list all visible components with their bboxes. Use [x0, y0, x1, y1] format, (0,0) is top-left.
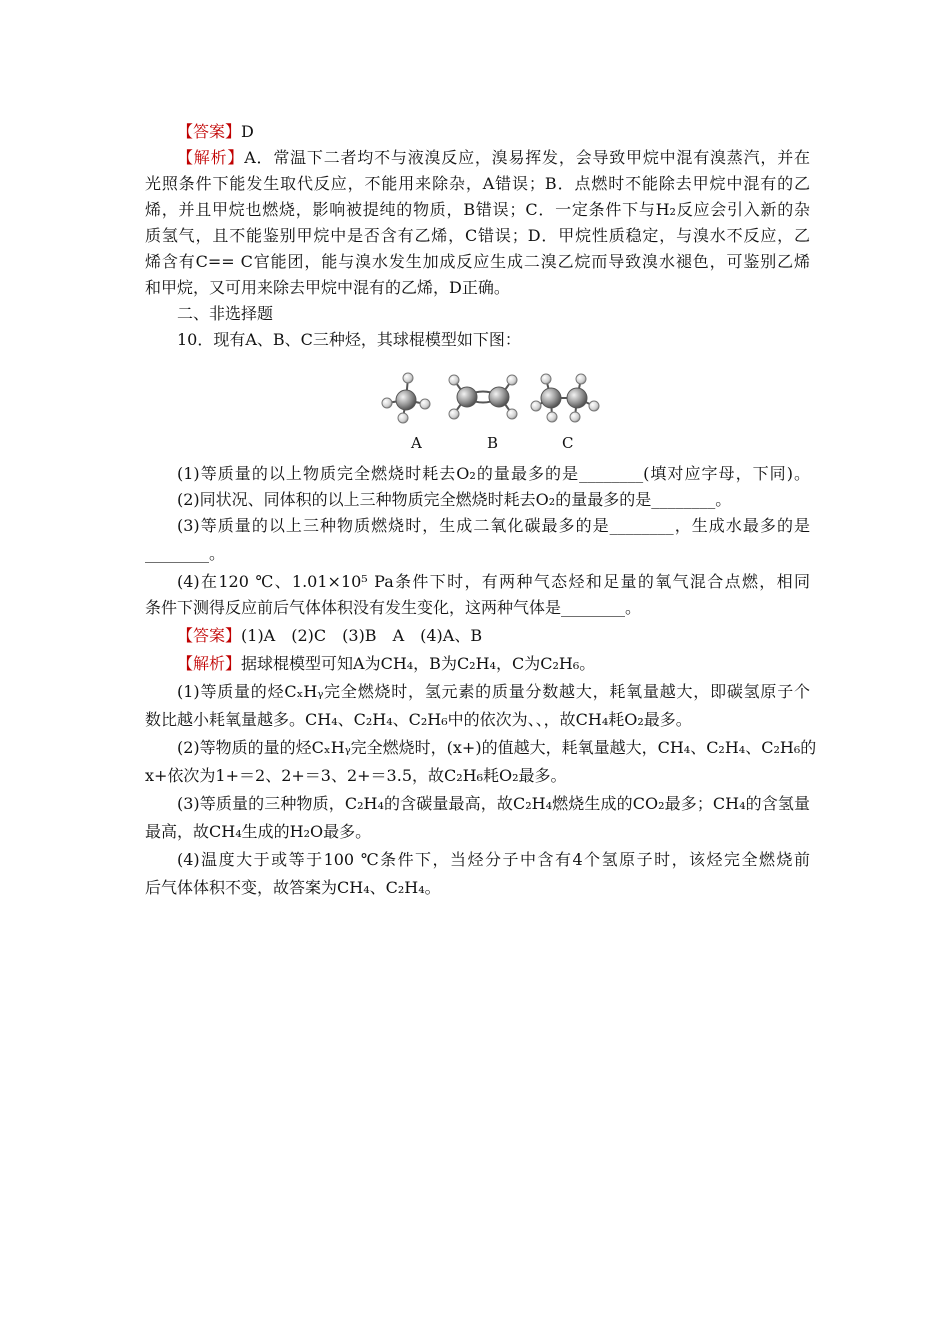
- analysis-line: (4)温度大于或等于100 ℃条件下，当烃分子中含有4个氢原子时，该烃完全燃烧前: [177, 850, 810, 869]
- analysis-line: (1)等质量的烃CₓHᵧ完全燃烧时，氢元素的质量分数越大，耗氧量越大，即碳氢原子个: [177, 682, 810, 701]
- molecule-c: [531, 374, 599, 422]
- analysis-line: [177, 653, 810, 675]
- molecule-label-c: C: [562, 434, 574, 452]
- answer-line-1: [177, 121, 810, 143]
- analysis-line: 和甲烷，又可用来除去甲烷中混有的乙烯，D正确。: [145, 278, 510, 297]
- analysis-line: (3)等质量的三种物质，C₂H₄的含碳量最高，故C₂H₄燃烧生成的CO₂最多；CH₄的含氢量: [177, 794, 810, 813]
- analysis-tag: 【解析】: [177, 654, 242, 673]
- question-item: 条件下测得反应前后气体体积没有发生变化，这两种气体是________。: [145, 598, 642, 617]
- question-item: ________。: [145, 544, 226, 563]
- question-item: (2)同状况、同体积的以上三种物质完全燃烧时耗去O₂的量最多的是________。: [177, 490, 732, 509]
- analysis-line: x+依次为1+＝2、2+＝3、2+＝3.5，故C₂H₆耗O₂最多。: [145, 766, 567, 785]
- section-title: 二、非选择题: [177, 304, 274, 323]
- question-item: (4)在120 ℃、1.01×10⁵ Pa条件下时，有两种气态烃和足量的氧气混合点燃，相同: [177, 572, 810, 591]
- analysis-line: [177, 147, 810, 169]
- question-item: (3)等质量的以上三种物质燃烧时，生成二氧化碳最多的是________，生成水最多的是: [177, 516, 810, 535]
- answer-tag: 【答案】: [177, 122, 242, 141]
- molecule-label-b: B: [487, 434, 499, 452]
- analysis-line: 质氢气，且不能鉴别甲烷中是否含有乙烯，C错误；D．甲烷性质稳定，与溴水不反应，乙: [145, 226, 810, 245]
- analysis-line: 光照条件下能发生取代反应，不能用来除杂，A错误；B．点燃时不能除去甲烷中混有的乙: [145, 174, 810, 193]
- answer-tag: 【答案】: [177, 626, 242, 645]
- analysis-line: 烯，并且甲烷也燃烧，影响被提纯的物质，B错误；C．一定条件下与H₂反应会引入新的杂: [145, 200, 810, 219]
- analysis-text: A．常温下二者均不与液溴反应，溴易挥发，会导致甲烷中混有溴蒸汽，并在: [244, 148, 810, 167]
- molecule-a: [382, 373, 430, 423]
- ball-stick-models: [370, 362, 610, 432]
- answer-value: D: [241, 122, 254, 141]
- analysis-line: 最高，故CH₄生成的H₂O最多。: [145, 822, 372, 841]
- question-stem: 10．现有A、B、C三种烃，其球棍模型如下图：: [177, 330, 521, 349]
- molecule-label-a: A: [411, 434, 422, 452]
- answer-line-2: [177, 625, 810, 647]
- analysis-text: 据球棍模型可知A为CH₄，B为C₂H₄，C为C₂H₆。: [241, 654, 596, 673]
- analysis-tag: 【解析】: [177, 148, 245, 167]
- analysis-line: 数比越小耗氧量越多。CH₄、C₂H₄、C₂H₆中的依次为、、，故CH₄耗O₂最多。: [145, 710, 692, 729]
- question-item: (1)等质量的以上物质完全燃烧时耗去O₂的量最多的是________(填对应字母，下同)。: [177, 464, 810, 483]
- analysis-line: (2)等物质的量的烃CₓHᵧ完全燃烧时，(x+)的值越大，耗氧量越大，CH₄、C₂H₄、C₂H₆的: [177, 738, 817, 757]
- analysis-line: 烯含有C== C官能团，能与溴水发生加成反应生成二溴乙烷而导致溴水褪色，可鉴别乙烯: [145, 252, 810, 271]
- answer-value: (1)A (2)C (3)B A (4)A、B: [241, 626, 483, 645]
- molecule-b: [449, 375, 517, 419]
- analysis-line: 后气体体积不变，故答案为CH₄、C₂H₄。: [145, 878, 441, 897]
